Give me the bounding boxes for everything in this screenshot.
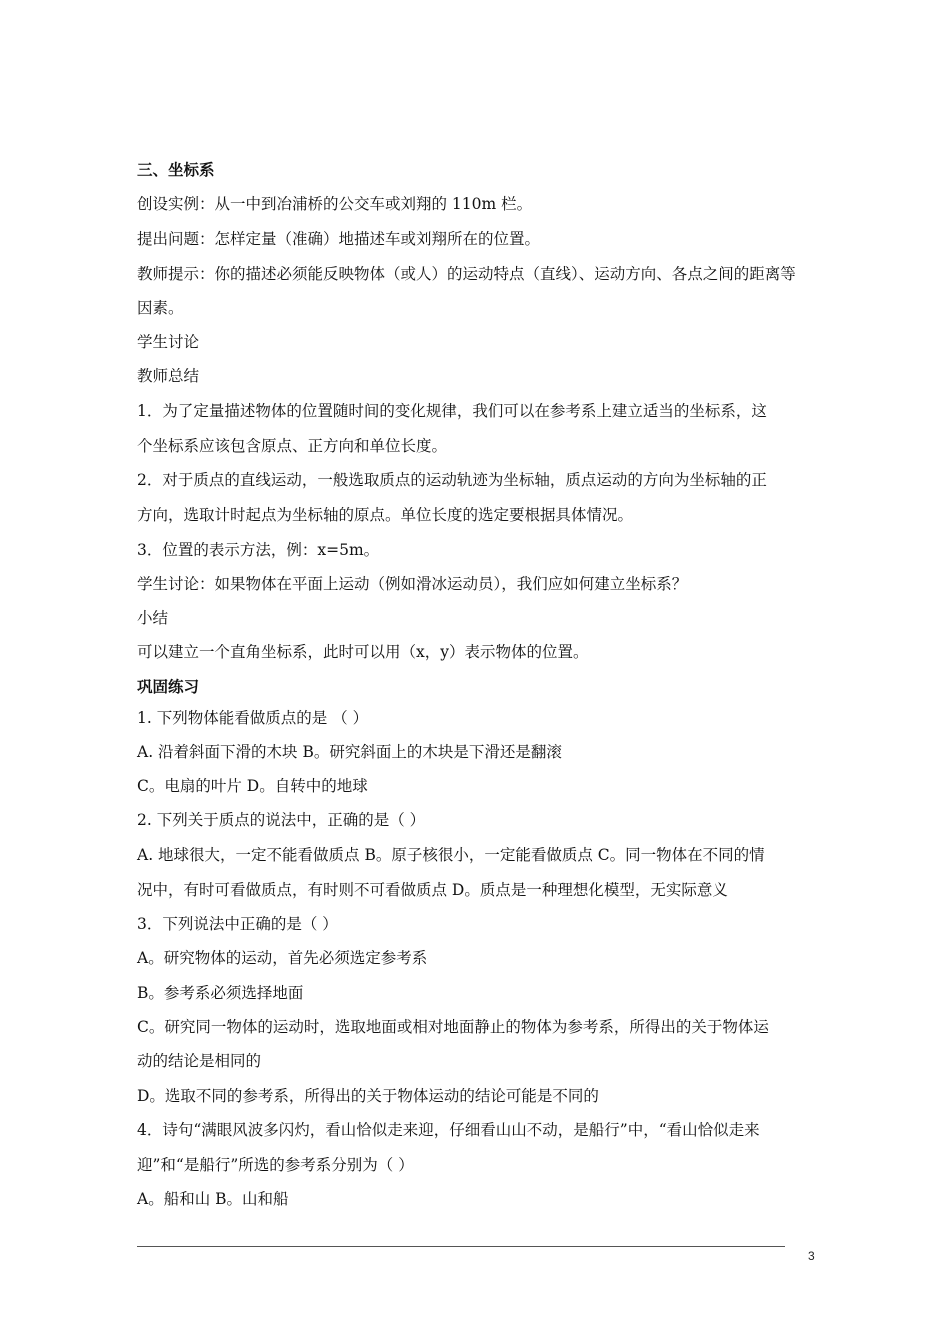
page-number: 3: [808, 1249, 815, 1263]
body-line: 可以建立一个直角坐标系，此时可以用（x，y）表示物体的位置。: [137, 643, 589, 661]
body-line: 学生讨论: [137, 333, 200, 351]
practice-line: C。研究同一物体的运动时，选取地面或相对地面静止的物体为参考系，所得出的关于物体运: [137, 1018, 769, 1036]
body-line: 3．位置的表示方法，例：x=5m。: [137, 541, 380, 559]
body-line: 提出问题：怎样定量（准确）地描述车或刘翔所在的位置。: [137, 230, 541, 248]
section-heading: 三、坐标系: [137, 161, 215, 179]
practice-line: B。参考系必须选择地面: [137, 984, 304, 1002]
practice-line: A. 地球很大，一定不能看做质点 B。原子核很小，一定能看做质点 C。同一物体在不同的情: [137, 846, 765, 864]
practice-line: 动的结论是相同的: [137, 1052, 262, 1070]
practice-line: 1. 下列物体能看做质点的是 （ ）: [137, 709, 369, 727]
practice-line: 2. 下列关于质点的说法中，正确的是（ ）: [137, 811, 426, 829]
body-line: 创设实例：从一中到冶浦桥的公交车或刘翔的 110m 栏。: [137, 195, 533, 213]
practice-line: D。选取不同的参考系，所得出的关于物体运动的结论可能是不同的: [137, 1087, 599, 1105]
practice-line: A。研究物体的运动，首先必须选定参考系: [137, 949, 428, 967]
practice-line: C。电扇的叶片 D。自转中的地球: [137, 777, 368, 795]
body-line: 个坐标系应该包含原点、正方向和单位长度。: [137, 437, 448, 455]
body-line: 教师提示：你的描述必须能反映物体（或人）的运动特点（直线）、运动方向、各点之间的距离等: [137, 265, 796, 283]
body-line: 因素。: [137, 299, 184, 317]
practice-line: 迎”和“是船行”所选的参考系分别为（ ）: [137, 1156, 414, 1174]
body-line: 学生讨论：如果物体在平面上运动（例如滑冰运动员），我们应如何建立坐标系？: [137, 575, 688, 593]
body-line: 方向，选取计时起点为坐标轴的原点。单位长度的选定要根据具体情况。: [137, 506, 634, 524]
body-line: 2．对于质点的直线运动，一般选取质点的运动轨迹为坐标轴，质点运动的方向为坐标轴的正: [137, 471, 767, 489]
body-line: 教师总结: [137, 367, 200, 385]
practice-line: A. 沿着斜面下滑的木块 B。研究斜面上的木块是下滑还是翻滚: [137, 743, 562, 761]
practice-heading: 巩固练习: [137, 678, 200, 696]
body-line: 1．为了定量描述物体的位置随时间的变化规律，我们可以在参考系上建立适当的坐标系，这: [137, 402, 767, 420]
practice-line: 4．诗句“满眼风波多闪灼，看山恰似走来迎，仔细看山山不动，是船行”中，“看山恰似走来: [137, 1121, 760, 1139]
practice-line: A。船和山 B。山和船: [137, 1190, 289, 1208]
practice-line: 况中，有时可看做质点，有时则不可看做质点 D。质点是一种理想化模型，无实际意义: [137, 881, 728, 899]
body-line: 小结: [137, 609, 169, 627]
footer-rule: [137, 1246, 785, 1247]
practice-line: 3．下列说法中正确的是（ ）: [137, 915, 338, 933]
